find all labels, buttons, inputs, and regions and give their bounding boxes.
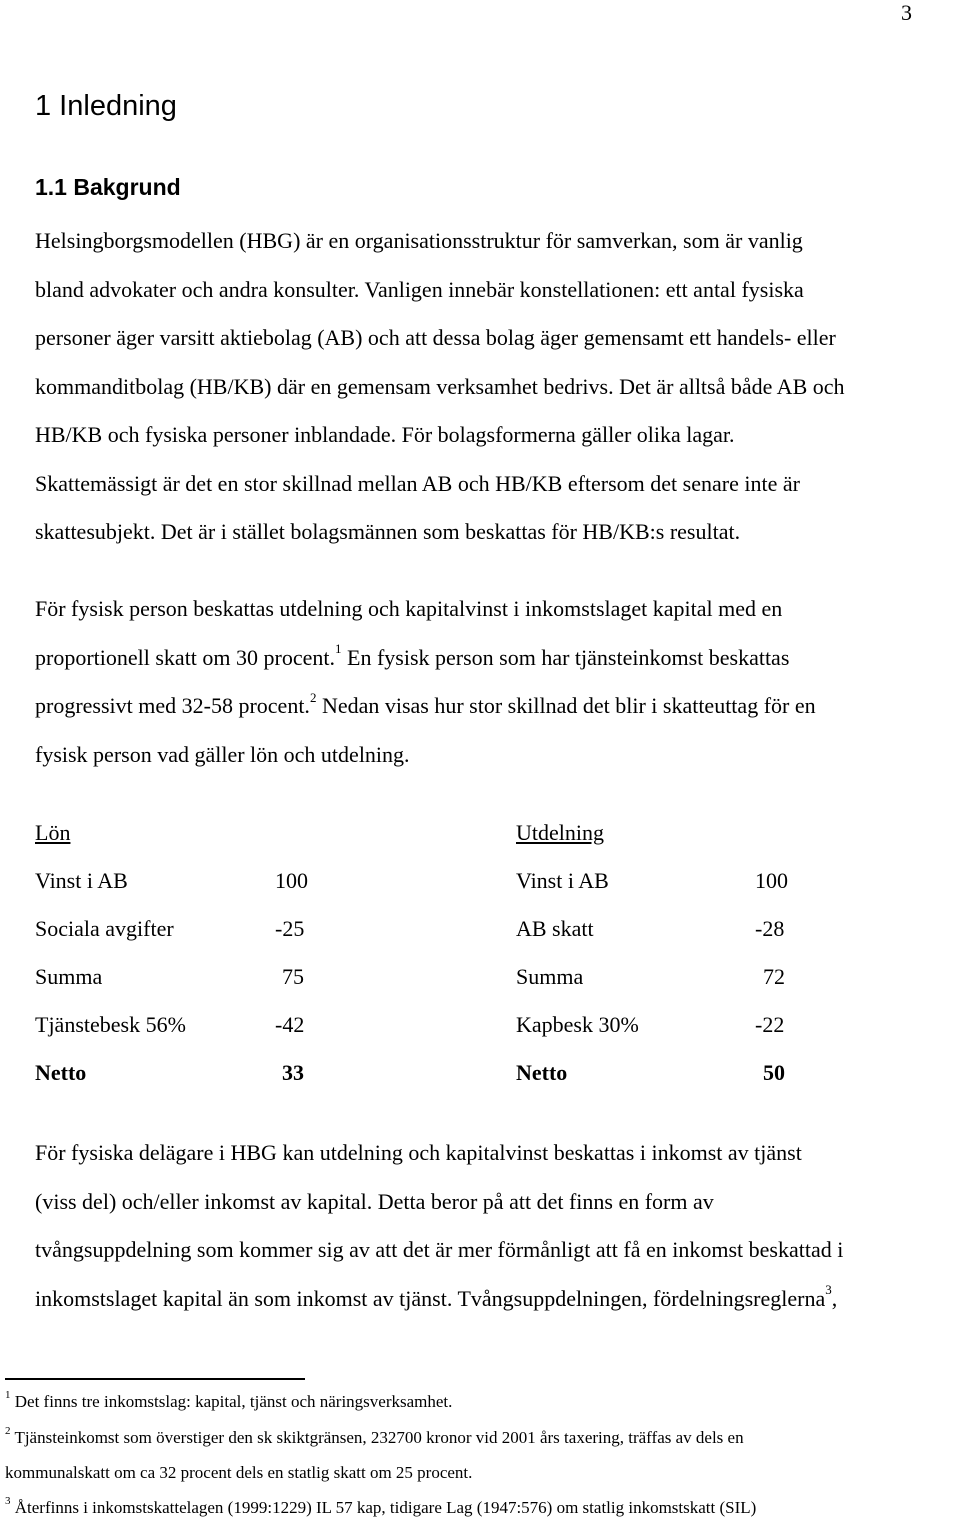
- paragraph-line: HB/KB och fysiska personer inblandade. För bolagsformerna gäller olika lagar.: [35, 422, 735, 447]
- table-row-label: Sociala avgifter: [35, 916, 174, 941]
- section-heading: 1.1 Bakgrund: [35, 174, 181, 200]
- table-row-value: -42: [275, 1012, 305, 1037]
- table-row-label: Netto: [35, 1060, 87, 1085]
- paragraph-line: För fysiska delägare i HBG kan utdelning och kapitalvinst beskattas i inkomst av tjänst: [35, 1140, 802, 1165]
- footnote-ref[interactable]: 3: [825, 1282, 832, 1298]
- footnote-ref[interactable]: 1: [335, 641, 342, 657]
- sentence: inkomstslaget kapital än som inkomst av tjänst. Tvångsuppdelningen, fördelningsreglerna: [35, 1285, 826, 1311]
- footnote-text: kommunalskatt om ca 32 procent dels en statlig skatt om 25 procent.: [5, 1463, 473, 1482]
- paragraph-line: fysisk person vad gäller lön och utdelning.: [35, 741, 410, 767]
- table-row-value: 50: [763, 1060, 785, 1085]
- paragraph-line: Skattemässigt är det en stor skillnad mellan AB och HB/KB eftersom det senare inte är: [35, 470, 800, 496]
- paragraph-background: [35, 217, 957, 557]
- table-header-lon: Lön: [35, 820, 71, 845]
- paragraph-line: [35, 682, 957, 731]
- paragraph-line: kommanditbolag (HB/KB) där en gemensam verksamhet bedrivs. Det är alltså både AB och: [35, 373, 845, 399]
- page-number: 3: [901, 0, 912, 25]
- sentence: progressivt med 32-58 procent.: [35, 693, 310, 718]
- paragraph-line: [35, 634, 957, 683]
- paragraph-line: (viss del) och/eller inkomst av kapital. Detta beror på att det finns en form av: [35, 1188, 714, 1214]
- paragraph-line: personer äger varsitt aktiebolag (AB) och att dessa bolag äger gemensamt ett handels- eller: [35, 325, 836, 350]
- footnote-number: 3: [5, 1495, 11, 1508]
- table-row-label: Summa: [516, 964, 584, 989]
- table-row-value: -28: [755, 916, 785, 941]
- paragraph-line: [35, 1275, 957, 1324]
- table-row-label: Tjänstebesk 56%: [35, 1012, 186, 1037]
- paragraph-line: Helsingborgsmodellen (HBG) är en organisationsstruktur för samverkan, som är vanlig: [35, 228, 803, 253]
- footnote: [5, 1491, 756, 1525]
- footnote-continuation: [5, 1456, 472, 1490]
- table-row-label: Kapbesk 30%: [516, 1012, 639, 1037]
- table-row-value: -25: [275, 916, 305, 941]
- paragraph-line: tvångsuppdelning som kommer sig av att det är mer förmånligt att få en inkomst beskattad i: [35, 1237, 844, 1262]
- footnote-separator: [5, 1378, 305, 1380]
- footnote: [5, 1421, 744, 1455]
- chapter-heading: 1 Inledning: [35, 90, 177, 122]
- footnote-number: 2: [5, 1425, 11, 1438]
- footnote-ref[interactable]: 2: [309, 689, 317, 705]
- table-row-label: Netto: [516, 1060, 568, 1085]
- paragraph-line: För fysisk person beskattas utdelning och kapitalvinst i inkomstslaget kapital med en: [35, 596, 783, 621]
- table-row-label: Vinst i AB: [35, 868, 128, 893]
- sentence: proportionell skatt om 30 procent.: [35, 644, 335, 670]
- table-row-value: -22: [755, 1012, 785, 1037]
- footnote-text: Det finns tre inkomstslag: kapital, tjänst och näringsverksamhet.: [14, 1392, 453, 1411]
- table-header-utdelning: Utdelning: [516, 820, 604, 845]
- paragraph-line: bland advokater och andra konsulter. Vanligen innebär konstellationen: ett antal fysiska: [35, 276, 804, 302]
- paragraph-shareholders: [35, 1129, 957, 1323]
- table-row-label: Summa: [35, 964, 103, 989]
- table-row-value: 72: [763, 964, 785, 989]
- table-row-value: 100: [755, 868, 788, 893]
- table-row-value: 75: [282, 964, 304, 989]
- table-row-value: 33: [282, 1060, 304, 1085]
- sentence: Nedan visas hur stor skillnad det blir i skatteuttag för en: [316, 693, 816, 718]
- table-row-label: Vinst i AB: [516, 868, 609, 893]
- footnote-text: Återfinns i inkomstskattelagen (1999:1229) IL 57 kap, tidigare Lag (1947:576) om statlig inkomstskatt (SIL): [14, 1498, 757, 1517]
- paragraph-line: skattesubjekt. Det är i stället bolagsmännen som beskattas för HB/KB:s resultat.: [35, 519, 741, 544]
- footnote-number: 1: [5, 1389, 11, 1402]
- paragraph-taxation: [35, 585, 957, 779]
- table-row-label: AB skatt: [516, 916, 594, 941]
- sentence: En fysisk person som har tjänsteinkomst beskattas: [341, 644, 790, 670]
- sentence: ,: [831, 1285, 838, 1311]
- footnote: [5, 1385, 452, 1419]
- footnote-text: Tjänsteinkomst som överstiger den sk skiktgränsen, 232700 kronor vid 2001 års taxering, träffas av dels en: [14, 1428, 744, 1447]
- table-row-value: 100: [275, 868, 308, 893]
